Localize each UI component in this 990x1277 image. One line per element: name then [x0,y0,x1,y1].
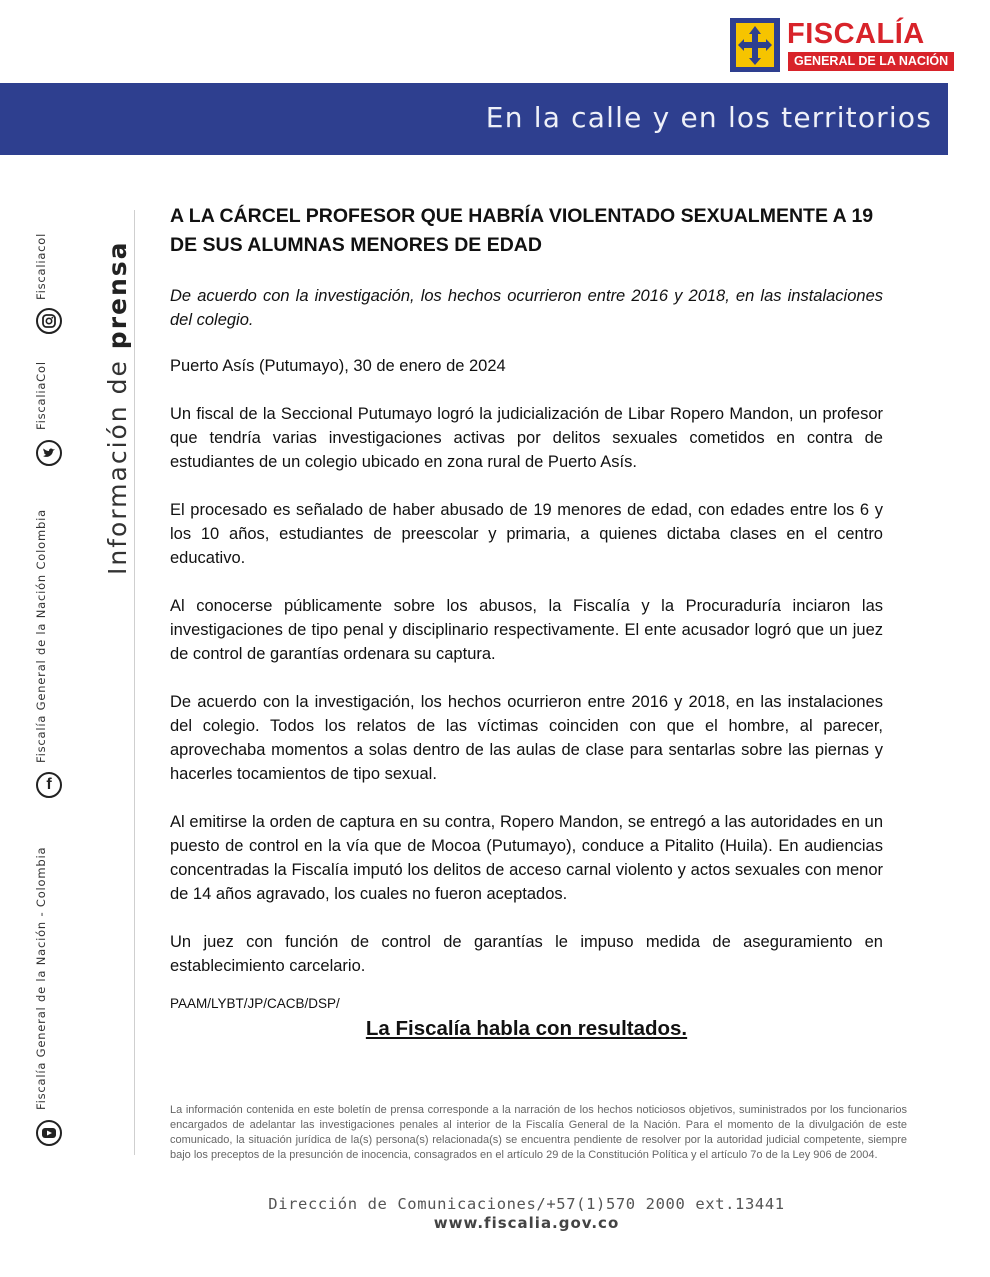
sidebar-divider [134,210,135,1155]
sidebar-instagram-label: Fiscaliacol [34,232,48,300]
article-paragraph: Un fiscal de la Seccional Putumayo logró la judicialización de Libar Ropero Mandon, un profesor que tendría varias investigaciones activas por delitos sexuales cometidos en contra de estudiantes de un colegio ubicado en zona rural de Puerto Asís. [170,405,883,471]
legal-disclaimer: La información contenida en este boletín de prensa corresponde a la narración de los hechos noticiosos objetivos, suministrados por los funcionarios encargados de adelantar las investigaciones penales al interior de la Fiscalía General de la Nación. Para el momento de la divulgación de este comunicado, la situación jurídica de la(s) persona(s) relacionada(s) se encuentra pendiente de resolver por la autoridad judicial competente, siempre bajo los preceptos de la presunción de inocencia, consagrados en el artículo 29 de la Constitución Política y el artículo 7o de la Ley 906 de 2004. [170,1104,907,1161]
logo-wordmark: FISCALÍA [787,18,925,50]
contact-phone: Dirección de Comunicaciones/+57(1)570 2000 ext.13441 [268,1195,785,1213]
instagram-icon[interactable] [36,308,62,334]
article-paragraph: Un juez con función de control de garantías le impuso medida de aseguramiento en establecimiento carcelario. [170,933,883,975]
logo-subtitle: GENERAL DE LA NACIÓN [788,52,954,71]
sidebar-twitter-label: FiscaliaCol [34,361,48,430]
article-paragraph: El procesado es señalado de haber abusado de 19 menores de edad, con edades entre los 6 y los 10 años, estudiantes de preescolar y primaria, a quienes dictaba clases en el centro educativo. [170,501,883,567]
article-lead: De acuerdo con la investigación, los hechos ocurrieron entre 2016 y 2018, en las instalaciones del colegio. [170,287,883,329]
twitter-icon[interactable] [36,440,62,466]
sidebar-youtube-label: Fiscalía General de la Nación - Colombia [34,846,48,1110]
sidebar-press-info-title: Información de prensa [103,240,132,575]
closing-slogan: La Fiscalía habla con resultados. [365,1017,688,1040]
article [170,202,883,1041]
author-initials: PAAM/LYBT/JP/CACB/DSP/ [170,996,340,1011]
article-paragraph: Al conocerse públicamente sobre los abusos, la Fiscalía y la Procuraduría inciaron las investigaciones de tipo penal y disciplinario respectivamente. El ente acusador logró que un juez de control de garantías ordenara su captura. [170,597,883,663]
contact-block [170,1194,883,1232]
coat-of-arms-icon [730,18,780,72]
article-dateline: Puerto Asís (Putumayo), 30 de enero de 2024 [170,357,506,375]
facebook-icon[interactable]: f [36,772,62,798]
article-paragraph: Al emitirse la orden de captura en su contra, Ropero Mandon, se entregó a las autoridades en un puesto de control en la vía que de Mocoa (Putumayo), conduce a Pitalito (Huila). En audiencias concentradas la Fiscalía imputó los delitos de acceso carnal violento y actos sexuales con menor de 14 años agravado, los cuales no fueron aceptados. [170,813,883,903]
article-title: A LA CÁRCEL PROFESOR QUE HABRÍA VIOLENTADO SEXUALMENTE A 19 DE SUS ALUMNAS MENORES DE EDAD [170,205,874,256]
article-paragraph: De acuerdo con la investigación, los hechos ocurrieron entre 2016 y 2018, en las instalaciones del colegio. Todos los relatos de las víctimas coinciden con que el hombre, al parecer, aprovechaba momentos a solas dentro de las aulas de clase para sentarlas sobre las piernas y hacerles tocamientos de tipo sexual. [170,693,883,783]
sidebar-facebook-label: Fiscalía General de la Nación Colombia [34,509,48,763]
website-link[interactable]: www.fiscalia.gov.co [433,1214,620,1232]
fiscalia-logo [730,18,948,74]
youtube-icon[interactable] [36,1120,62,1146]
header-banner [0,83,948,155]
banner-slogan: En la calle y en los territorios [485,101,932,134]
